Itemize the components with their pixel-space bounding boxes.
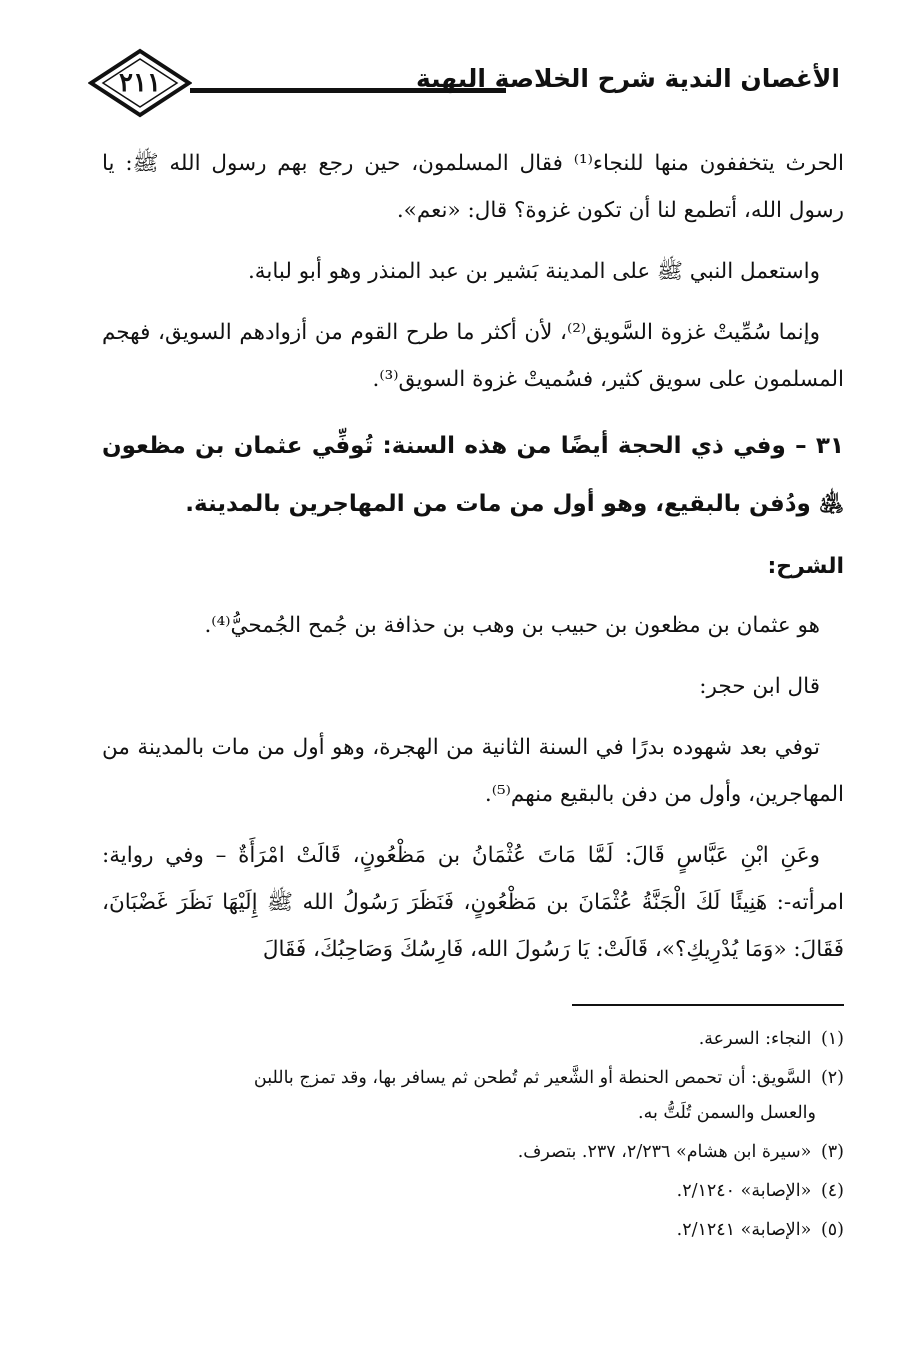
paragraph-5: قال ابن حجر: <box>699 674 820 699</box>
book-title: الأغصان الندية شرح الخلاصة البهية <box>415 64 840 93</box>
footnote-text: السَّويق: أن تحمص الحنطة أو الشَّعير ثم تُطحن ثم يسافر بها، وقد تمزج باللبن <box>253 1068 812 1088</box>
page-number-badge <box>88 48 192 118</box>
footnote-text-continued: والعسل والسمن تُلَتُّ به. <box>638 1103 816 1123</box>
paragraph-2: واستعمل النبي ﷺ على المدينة بَشير بن عبد المنذر وهو أبو لبابة. <box>247 259 820 284</box>
footnote-4 <box>102 1174 844 1209</box>
commentary-label: الشرح: <box>767 554 844 579</box>
footnote-2 <box>102 1061 844 1131</box>
footnote-number: (٢) <box>820 1068 844 1088</box>
footnote-text: «سيرة ابن هشام» ٢/٢٣٦، ٢٣٧. بتصرف. <box>517 1142 812 1162</box>
paragraph-1: الحرث يتخففون منها للنجاء⁽¹⁾ فقال المسلمون، حين رجع بهم رسول الله ﷺ: يا رسول الله، أتطمع لنا أن تكون غزوة؟ قال: «نعم». <box>102 151 845 223</box>
footnote-number: (٣) <box>820 1142 844 1162</box>
paragraph-4: هو عثمان بن مظعون بن حبيب بن وهب بن حذافة بن جُمح الجُمحيُّ⁽⁴⁾. <box>204 613 820 638</box>
paragraph-6: توفي بعد شهوده بدرًا في السنة الثانية من الهجرة، وهو أول من مات بالمدينة من المهاجرين، وأول من دفن بالبقيع منهم⁽⁵⁾. <box>102 735 844 807</box>
footnote-text: النجاء: السرعة. <box>698 1029 812 1049</box>
footnote-separator <box>572 1004 844 1006</box>
footnote-text: «الإصابة» ٢/١٢٤١. <box>676 1220 812 1240</box>
paragraph-3: وإنما سُمِّيتْ غزوة السَّويق⁽²⁾، لأن أكثر ما طرح القوم من أزوادهم السويق، فهجم المسلمون على سويق كثير، فسُميتْ غزوة السويق⁽³⁾. <box>102 320 844 392</box>
footnote-number: (٤) <box>820 1181 844 1201</box>
page-number: ٢١١ <box>119 68 161 98</box>
main-text <box>102 140 844 987</box>
footnote-1 <box>102 1022 844 1057</box>
footnote-5 <box>102 1213 844 1248</box>
footnote-3 <box>102 1135 844 1170</box>
page-header <box>88 48 840 126</box>
footnote-number: (١) <box>820 1029 844 1049</box>
footnotes <box>102 1022 844 1252</box>
section-heading: ٣١ – وفي ذي الحجة أيضًا من هذه السنة: تُوفِّي عثمان بن مظعون ﵁ ودُفن بالبقيع، وهو أول من مات من المهاجرين بالمدينة. <box>102 433 844 517</box>
footnote-text: «الإصابة» ٢/١٢٤٠. <box>676 1181 812 1201</box>
footnote-number: (٥) <box>820 1220 844 1240</box>
paragraph-7: وعَنِ ابْنِ عَبَّاسٍ قَالَ: لَمَّا مَاتَ عُثْمَانُ بن مَظْعُونٍ، قَالَتْ امْرَأَةٌ – وفي رواية: امرأته-: هَنِيئًا لَكَ الْجَنَّةُ عُثْمَانَ بن مَظْعُونٍ، فَنَظَرَ رَسُولُ الله ﷺ إِلَيْهَا نَظَرَ غَضْبَانَ، فَقَالَ: «وَمَا يُدْرِيكِ؟»، قَالَتْ: يَا رَسُولَ الله، فَارِسُكَ وَصَاحِبُكَ، فَقَالَ <box>102 843 844 962</box>
